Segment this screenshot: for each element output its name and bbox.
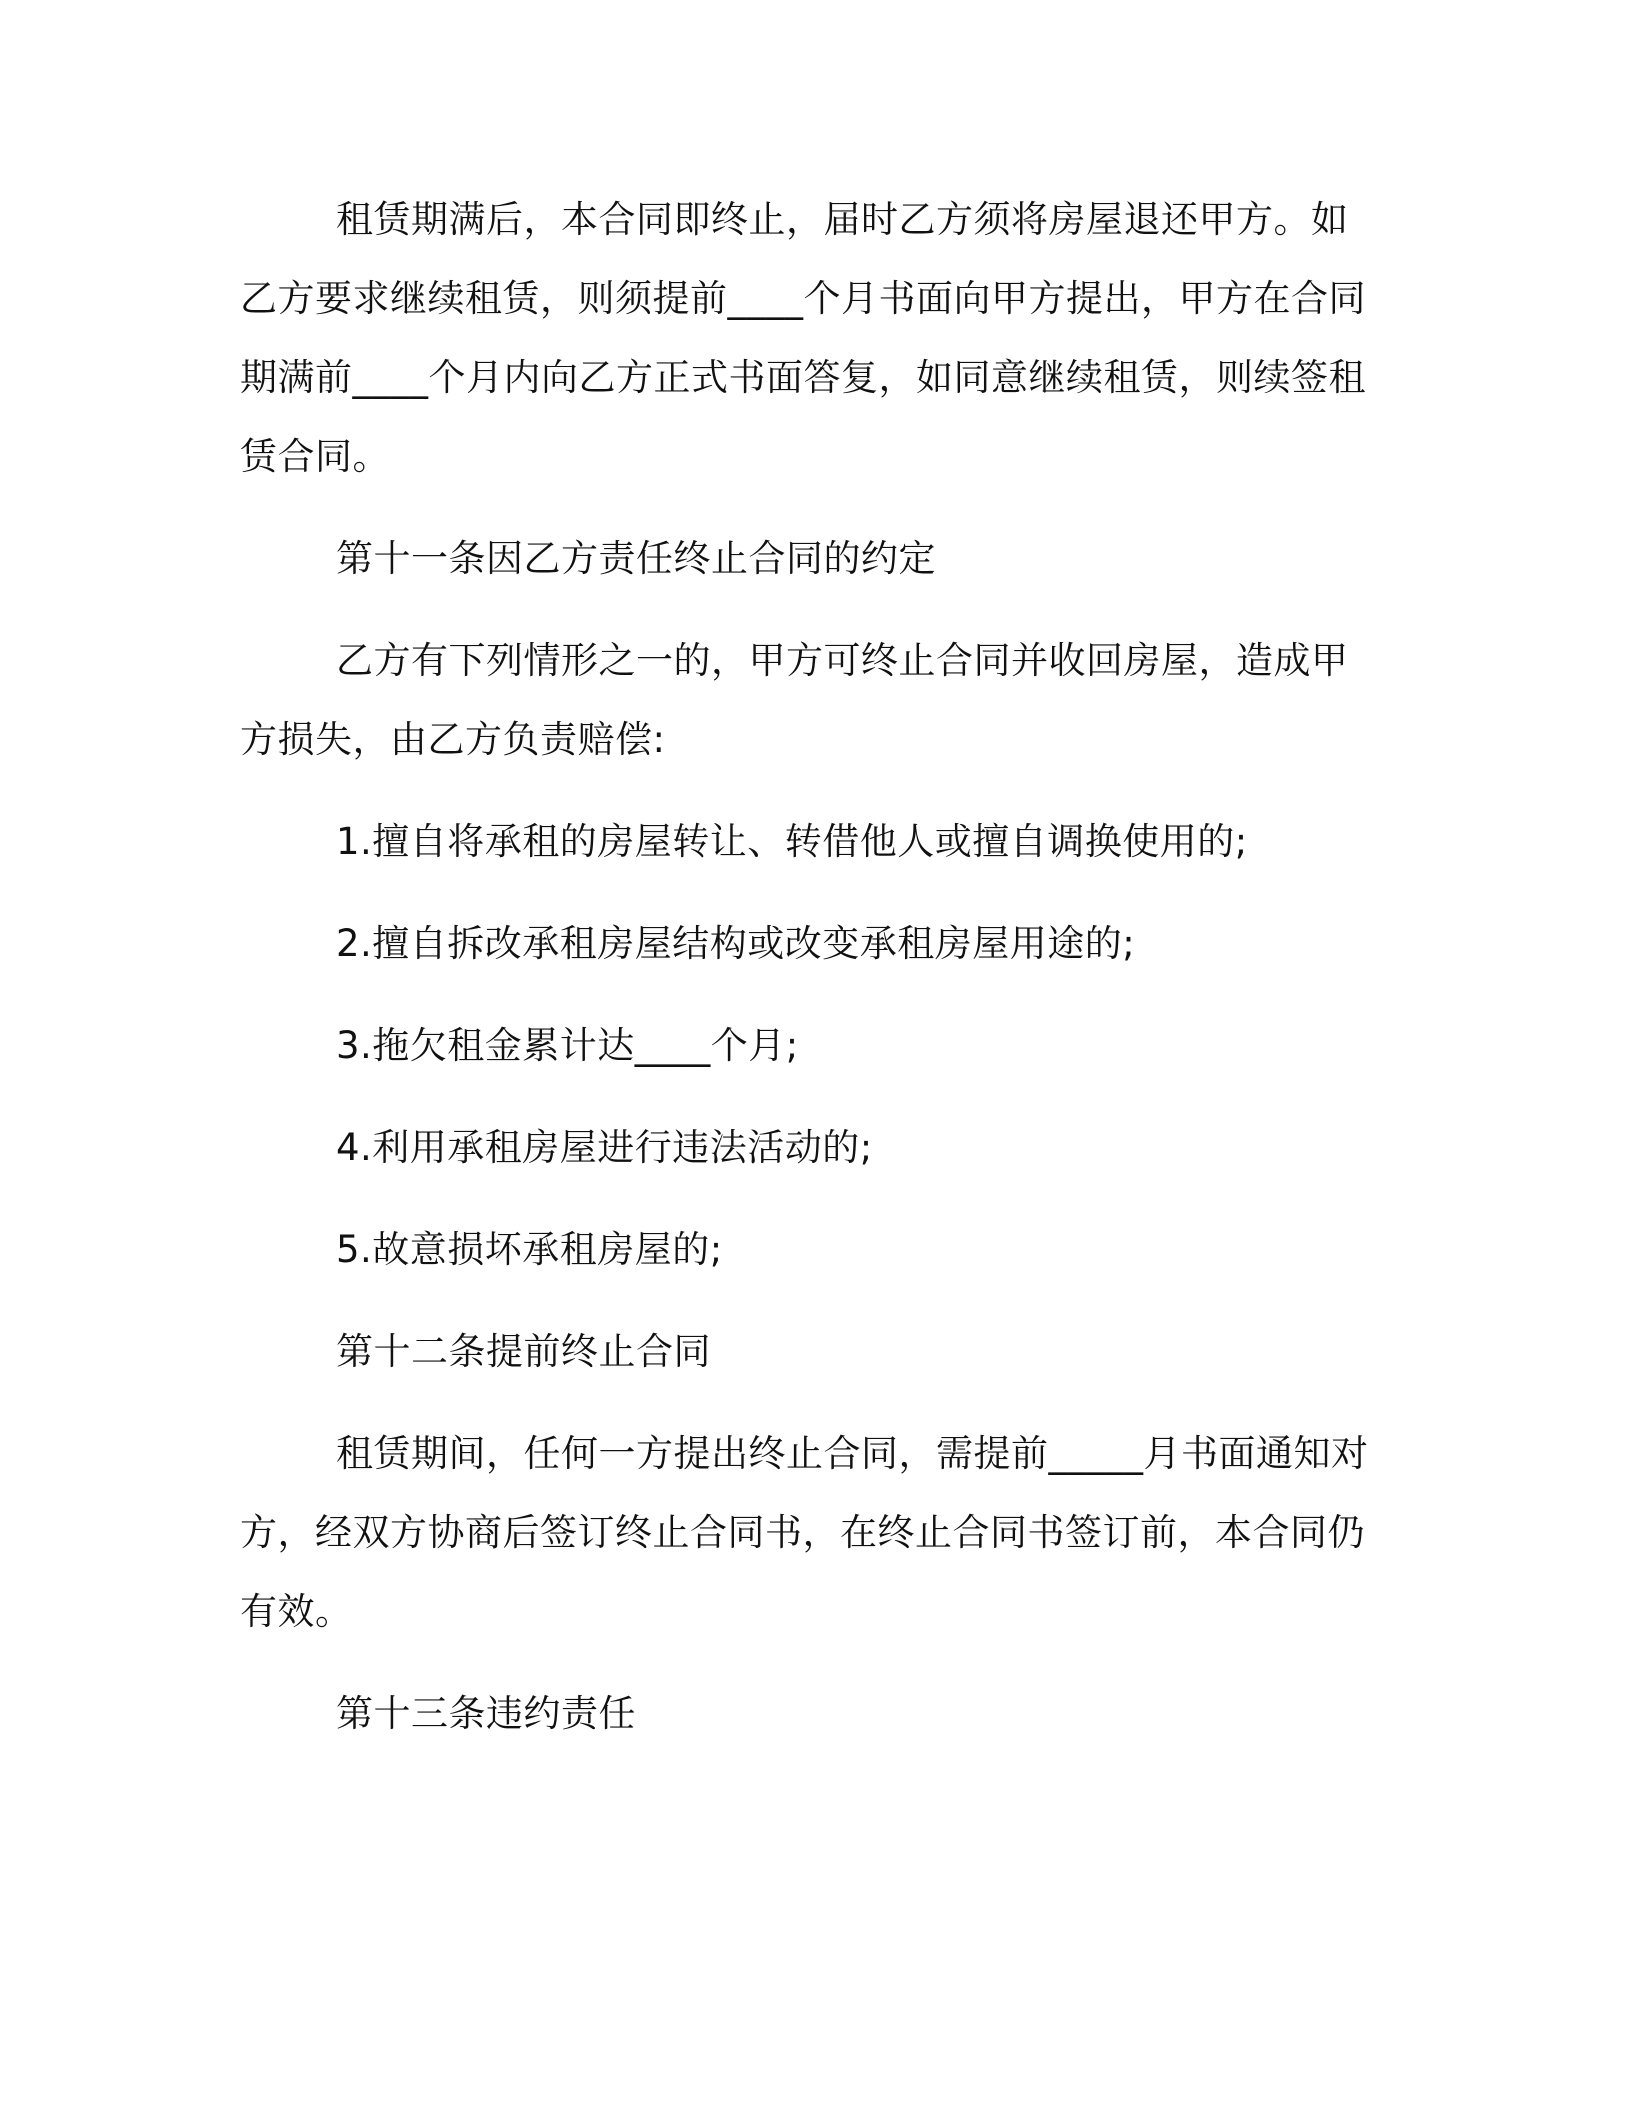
- heading-article-11: 第十一条因乙方责任终止合同的约定: [336, 537, 936, 580]
- list-item-4: 4.利用承租房屋进行违法活动的;: [336, 1126, 873, 1169]
- document-body: [240, 180, 1380, 1753]
- list-item-2: 2.擅自拆改承租房屋结构或改变承租房屋用途的;: [336, 922, 1136, 965]
- heading-article-13: 第十三条违约责任: [336, 1692, 636, 1735]
- list-item-3: 3.拖欠租金累计达____个月;: [336, 1024, 799, 1067]
- paragraph-lease-expiry: 租赁期满后，本合同即终止，届时乙方须将房屋退还甲方。如乙方要求继续租赁，则须提前____个月书面向甲方提出，甲方在合同期满前____个月内向乙方正式书面答复，如同意继续租赁，则续签租赁合同。: [240, 198, 1366, 478]
- paragraph-termination-conditions: 乙方有下列情形之一的，甲方可终止合同并收回房屋，造成甲方损失，由乙方负责赔偿:: [240, 639, 1349, 761]
- heading-article-12: 第十二条提前终止合同: [336, 1330, 711, 1373]
- paragraph-early-termination: 租赁期间，任何一方提出终止合同，需提前_____月书面通知对方，经双方协商后签订终止合同书，在终止合同书签订前，本合同仍有效。: [240, 1432, 1369, 1633]
- list-item-1: 1.擅自将承租的房屋转让、转借他人或擅自调换使用的;: [336, 820, 1248, 863]
- list-item-5: 5.故意损坏承租房屋的;: [336, 1228, 723, 1271]
